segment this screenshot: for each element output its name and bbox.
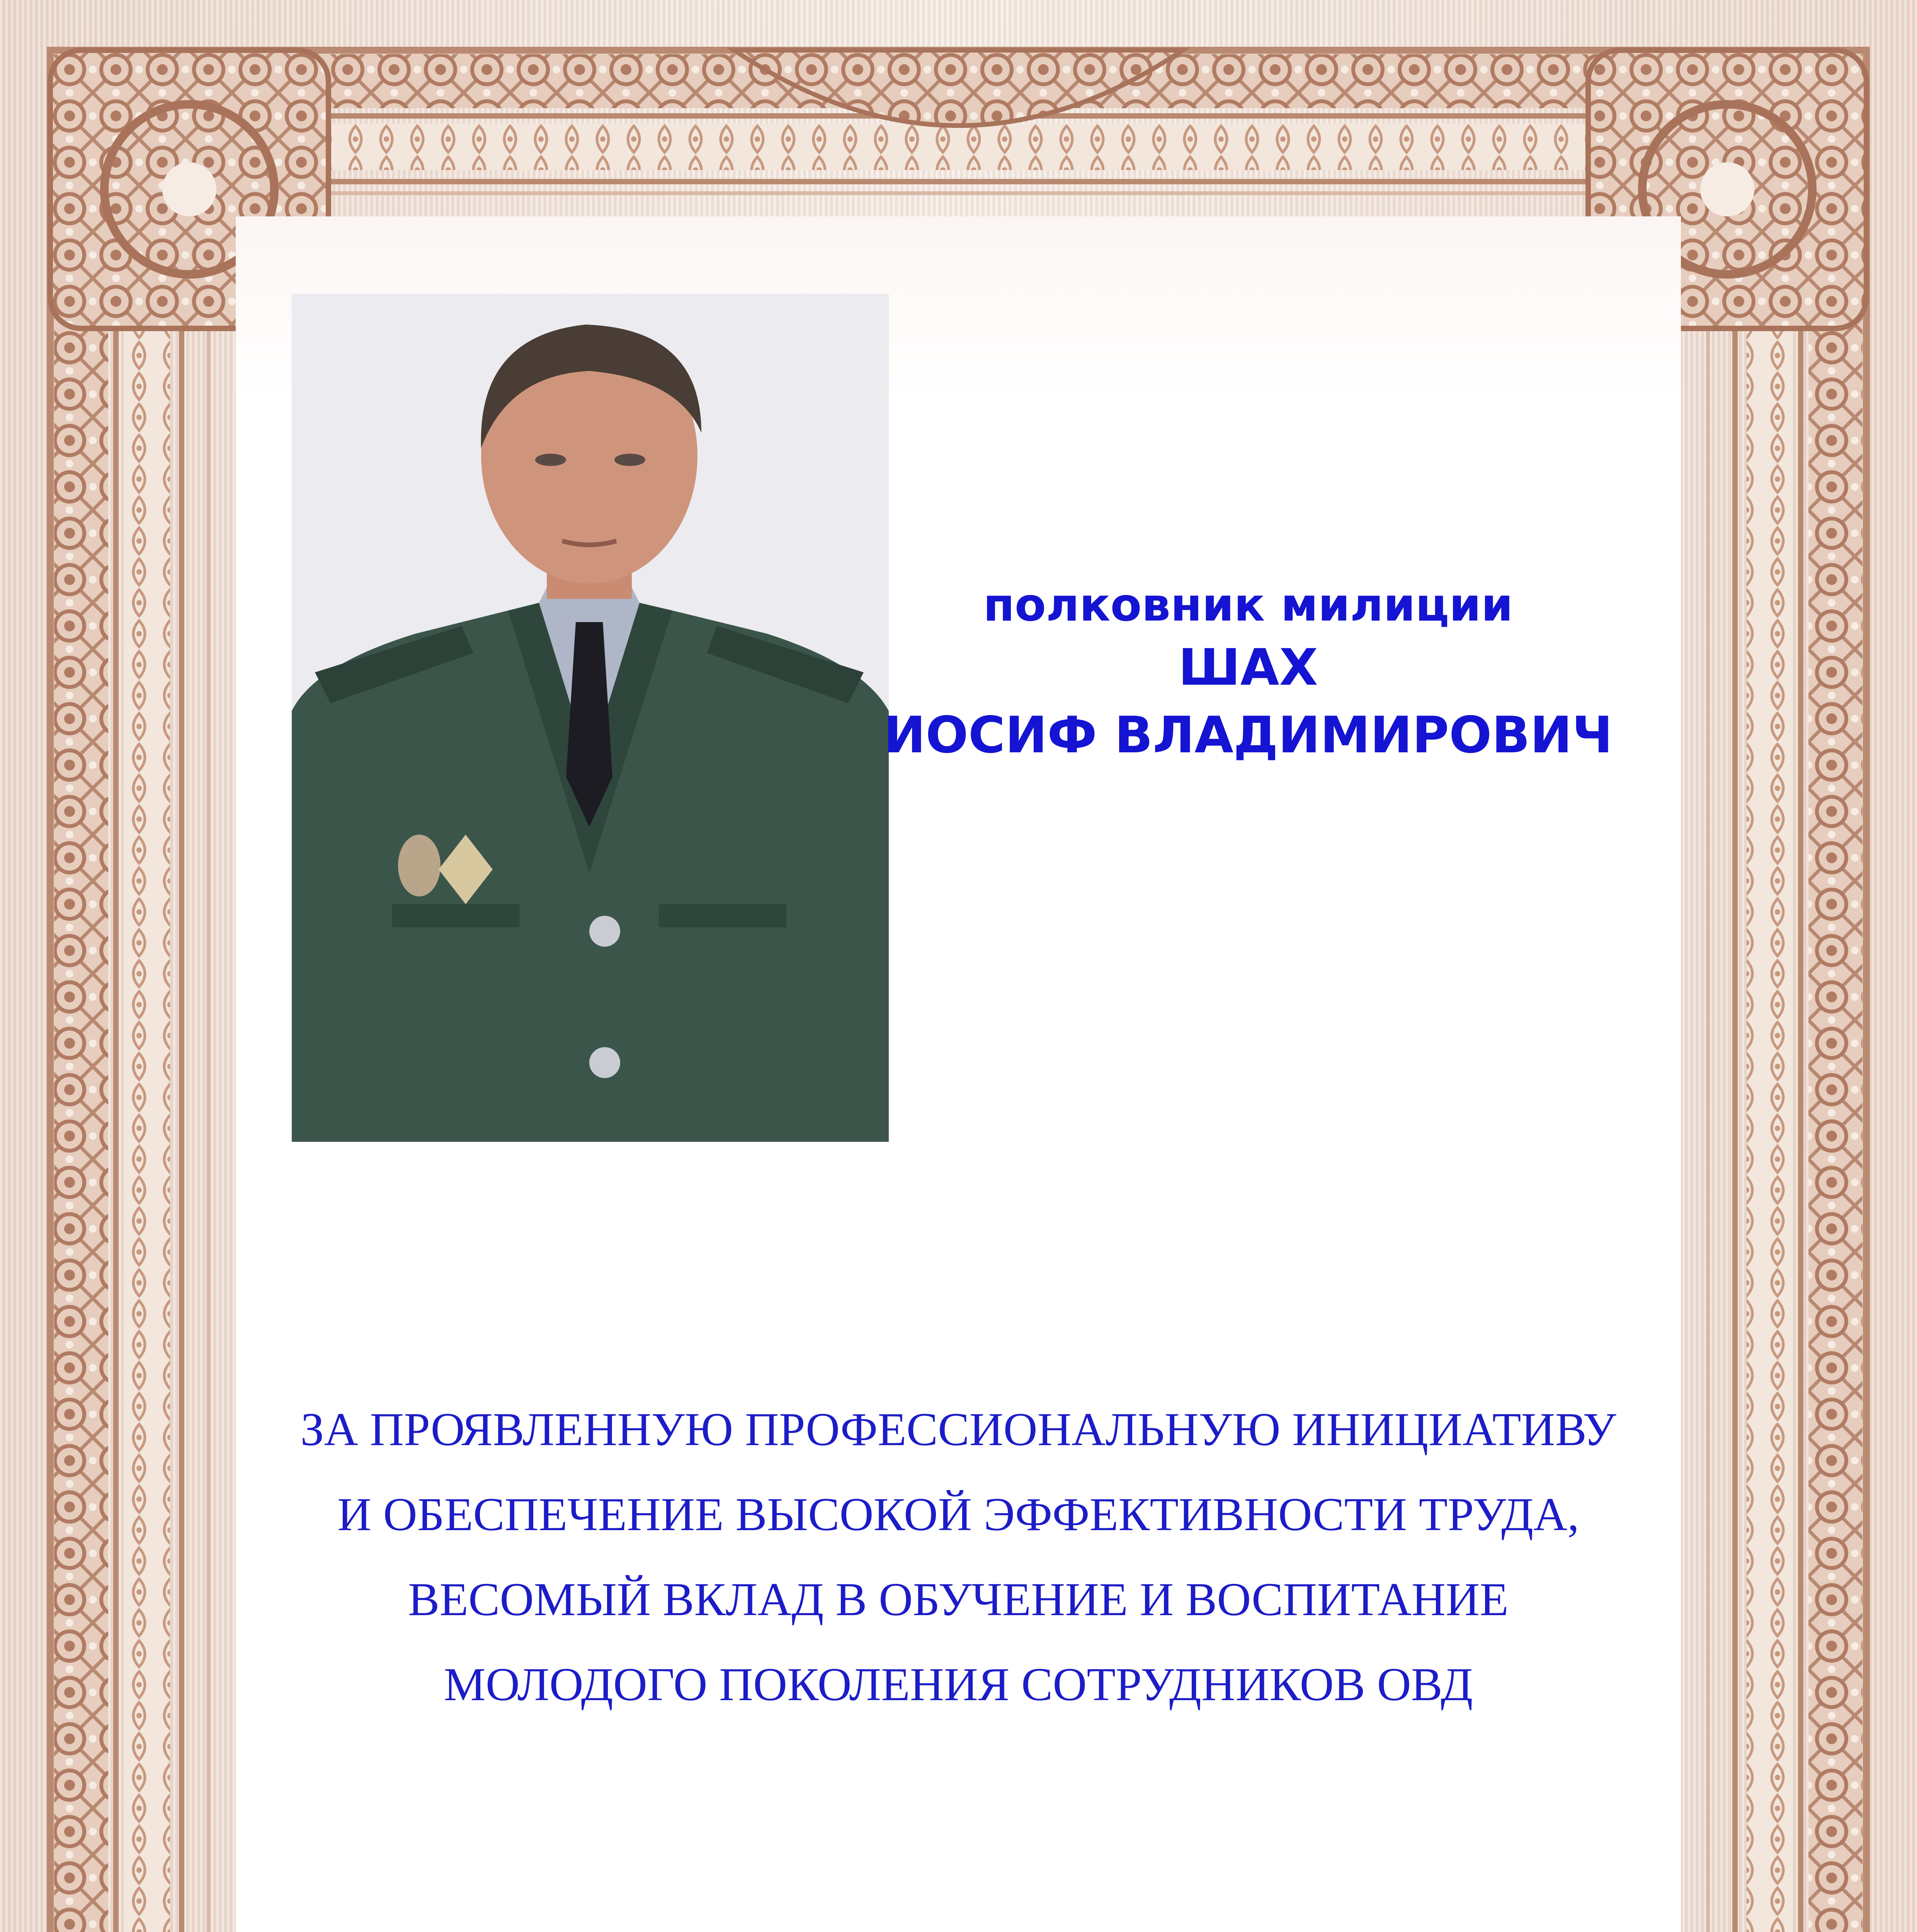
citation-line: ВЕСОМЫЙ ВКЛАД В ОБУЧЕНИЕ И ВОСПИТАНИЕ (408, 1573, 1509, 1626)
citation-line: И ОБЕСПЕЧЕНИЕ ВЫСОКОЙ ЭФФЕКТИВНОСТИ ТРУДА, (337, 1488, 1579, 1541)
portrait-photo (292, 294, 889, 1142)
citation-line: МОЛОДОГО ПОКОЛЕНИЯ СОТРУДНИКОВ ОВД (444, 1658, 1473, 1711)
rank-label: полковник милиции (983, 578, 1513, 631)
given-names-label: ИОСИФ ВЛАДИМИРОВИЧ (883, 706, 1613, 764)
citation-text (240, 1387, 1677, 1727)
person-title-block (881, 576, 1615, 769)
surname-label: ШАХ (1178, 638, 1318, 697)
citation-line: ЗА ПРОЯВЛЕННУЮ ПРОФЕССИОНАЛЬНУЮ ИНИЦИАТИВУ (300, 1403, 1616, 1456)
